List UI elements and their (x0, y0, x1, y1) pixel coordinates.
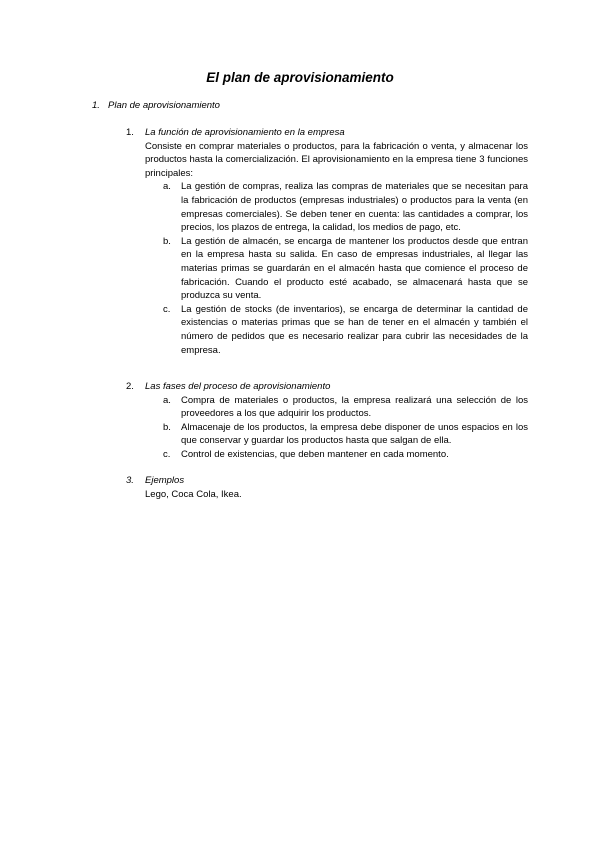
list-item (163, 180, 528, 234)
list-item-text: Compra de materiales o productos, la empresa realizará una selección de los proveedores a los que adquirir los productos. (181, 394, 528, 420)
document-title: El plan de aprovisionamiento (206, 70, 394, 85)
list-item (163, 448, 528, 462)
list-marker: a. (163, 394, 171, 406)
list-item (163, 394, 528, 421)
section-number: 2. (126, 381, 134, 392)
list-item-text: La gestión de almacén, se encarga de mantener los productos desde que entran en la empresa hasta su salida. En caso de empresas industriales, al llegar las materias primas se guardarán en el almacén hasta que comience el proceso de fabricación. Cuando el producto esté acabado, se almacenará hasta que se produzca su venta. (181, 235, 528, 302)
section-ejemplos (126, 474, 528, 501)
section-title: La función de aprovisionamiento en la empresa (145, 127, 345, 138)
outline-item (92, 100, 220, 111)
list-item-text: Almacenaje de los productos, la empresa debe disponer de unos espacios en los que conservar y guardar los productos hasta que salgan de ella. (181, 421, 528, 447)
section-paragraph: Consiste en comprar materiales o productos, para la fabricación o venta, y almacenar los productos hasta la comercialización. El aprovisionamiento en la empresa tiene 3 funciones principales: (145, 140, 528, 179)
section-funcion (126, 126, 528, 357)
section-number: 3. (126, 475, 134, 486)
outline-label: Plan de aprovisionamiento (108, 100, 220, 111)
function-list (126, 180, 528, 357)
section-title: Ejemplos (145, 475, 185, 486)
outline-number: 1. (92, 100, 100, 111)
examples-text: Lego, Coca Cola, Ikea. (145, 488, 242, 500)
section-heading (126, 126, 528, 140)
list-marker: a. (163, 181, 171, 193)
section-number: 1. (126, 127, 134, 138)
section-title: Las fases del proceso de aprovisionamiento (145, 381, 331, 392)
section-fases (126, 380, 528, 462)
section-heading (126, 474, 528, 488)
list-item-text: La gestión de compras, realiza las compras de materiales que se necesitan para la fabricación de productos (empresas industriales) o productos para la venta (en empresas comerciales). Se deben tener en cuenta: las cantidades a comprar, los precios, los plazos de entrega, la calidad, los medios de pago, etc. (181, 181, 528, 234)
list-marker: b. (163, 421, 171, 433)
list-marker: c. (163, 303, 171, 315)
section-heading (126, 380, 528, 394)
list-item-text: Control de existencias, que deben mantener en cada momento. (181, 448, 449, 460)
list-item (163, 235, 528, 303)
phase-list (126, 394, 528, 462)
list-marker: c. (163, 448, 171, 460)
list-item-text: La gestión de stocks (de inventarios), se encarga de determinar la cantidad de existencias o materias primas que se han de tener en el almacén y también el número de pedidos que es necesario realizar para cubrir las necesidades de la empresa. (181, 303, 528, 356)
list-marker: b. (163, 235, 171, 247)
list-item (163, 303, 528, 357)
list-item (163, 421, 528, 448)
